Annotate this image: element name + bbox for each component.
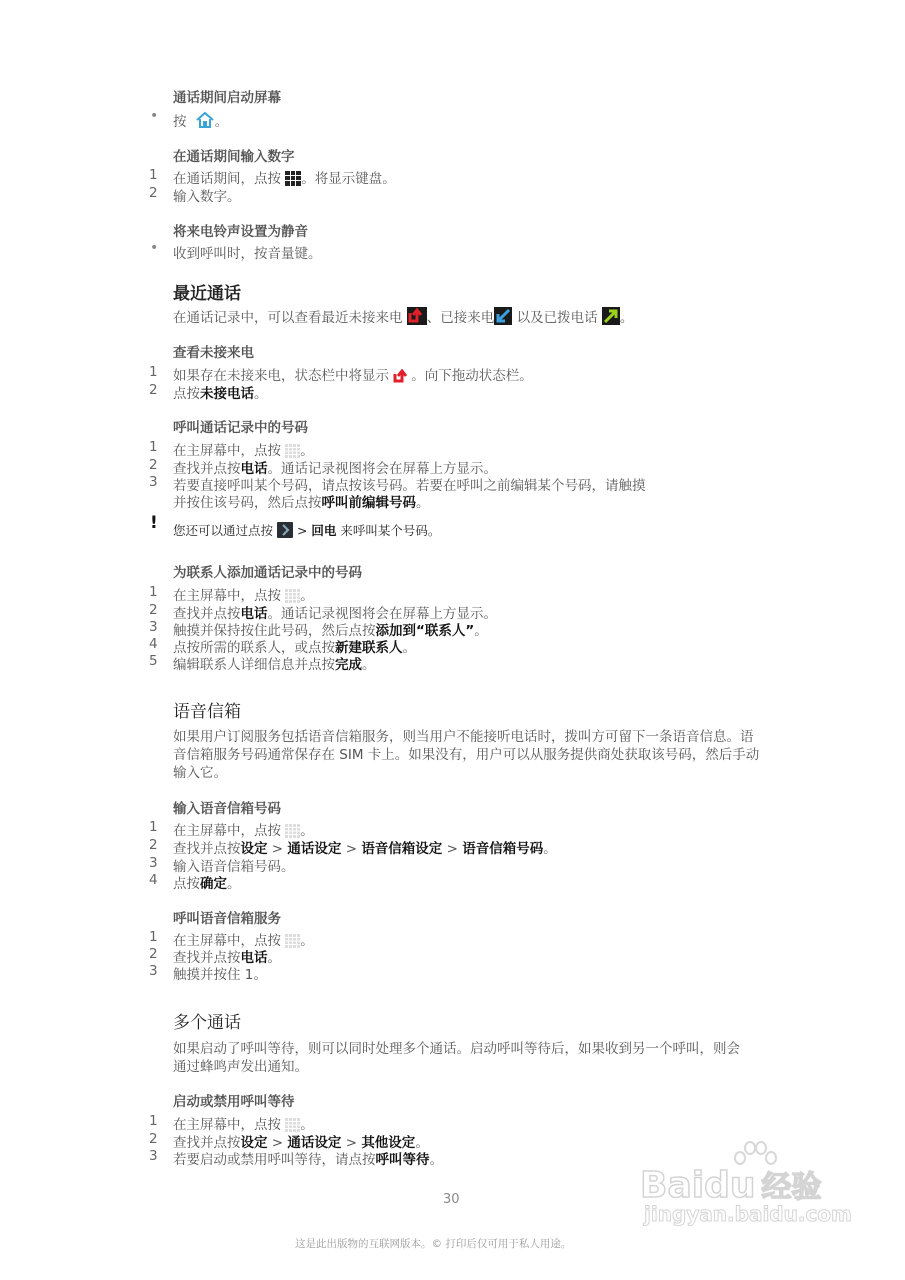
chevron-right-icon bbox=[277, 522, 293, 541]
ui-term: 通话设定 bbox=[287, 841, 342, 857]
step-text: 。 bbox=[300, 1117, 314, 1133]
step-number: 3 bbox=[149, 619, 158, 635]
list-item bbox=[173, 382, 268, 402]
list-item bbox=[173, 837, 557, 857]
list-item bbox=[173, 872, 241, 892]
intro-text: 。 bbox=[619, 310, 634, 326]
step-number: 1 bbox=[149, 1113, 158, 1129]
separator: > bbox=[341, 841, 362, 857]
ui-term: 呼叫等待 bbox=[375, 1152, 430, 1168]
step-text: 触摸并保持按住此号码，然后点按 bbox=[173, 623, 376, 639]
step-text: 。 bbox=[429, 1152, 443, 1168]
step-text: 。 bbox=[300, 933, 314, 949]
step-text: 点按 bbox=[173, 386, 200, 402]
heading-add-to-contacts: 为联系人添加通话记录中的号码 bbox=[173, 565, 362, 581]
ui-term: 添加到“联系人” bbox=[375, 623, 475, 639]
note-part: 来呼叫某个号码。 bbox=[336, 523, 441, 538]
missed-call-icon bbox=[407, 307, 427, 329]
app-grid-icon bbox=[285, 934, 300, 952]
step-text: 在主屏幕中，点按 bbox=[173, 823, 281, 839]
step-text: 并按住该号码，然后点按 bbox=[173, 495, 322, 511]
dialed-call-icon bbox=[602, 307, 620, 329]
step-text: 查找并点按 bbox=[173, 950, 241, 966]
step-text: 。 bbox=[300, 823, 314, 839]
step-number: 3 bbox=[149, 855, 158, 871]
heading-call-voicemail: 呼叫语音信箱服务 bbox=[173, 911, 281, 927]
step-number: 1 bbox=[149, 819, 158, 835]
step-text: 在主屏幕中，点按 bbox=[173, 588, 281, 604]
keypad-icon bbox=[285, 171, 301, 190]
step-text: 在主屏幕中，点按 bbox=[173, 1117, 281, 1133]
ui-term: 其他设定 bbox=[361, 1135, 416, 1151]
ui-term: 未接电话 bbox=[200, 386, 254, 402]
step-text: 点按 bbox=[173, 876, 200, 892]
step-number: 1 bbox=[149, 364, 158, 380]
bullet: • bbox=[150, 108, 159, 124]
step-text: 。 bbox=[402, 640, 416, 656]
separator: > bbox=[341, 1135, 362, 1151]
heading-view-missed: 查看未接来电 bbox=[173, 345, 254, 361]
heading-home-during-call: 通话期间启动屏幕 bbox=[173, 90, 281, 106]
step-number: 4 bbox=[149, 636, 158, 652]
step-text: 。向下拖动状态栏。 bbox=[411, 368, 533, 384]
step-number: 1 bbox=[149, 167, 158, 183]
list-item: 输入语音信箱号码。 bbox=[173, 859, 295, 875]
received-call-icon bbox=[494, 307, 512, 329]
step-number: 5 bbox=[149, 653, 158, 669]
step-number: 2 bbox=[149, 457, 158, 473]
intro-text: 在通话记录中，可以查看最近未接来电 bbox=[173, 310, 403, 326]
step-text: 。将显示键盘。 bbox=[301, 171, 396, 187]
heading-enter-voicemail: 输入语音信箱号码 bbox=[173, 801, 281, 817]
step-text: 编辑联系人详细信息并点按 bbox=[173, 657, 335, 673]
separator: > bbox=[267, 841, 288, 857]
ui-term: 回电 bbox=[311, 523, 337, 538]
heading-silence-ringtone: 将来电铃声设置为静音 bbox=[173, 224, 308, 240]
step-number: 4 bbox=[149, 872, 158, 888]
baidu-jingyan-watermark bbox=[640, 1140, 860, 1226]
step-text: 。 bbox=[300, 588, 314, 604]
heading-multiple-calls: 多个通话 bbox=[173, 1013, 241, 1033]
ui-term: 通话设定 bbox=[287, 1135, 342, 1151]
step-text: 点按所需的联系人，或点按 bbox=[173, 640, 335, 656]
step-text: 。 bbox=[362, 657, 376, 673]
voicemail-paragraph: 如果用户订阅服务包括语音信箱服务，则当用户不能接听电话时，拨叫方可留下一条语音信息。语音信箱服务号码通常保存在 SIM 卡上。如果没有，用户可以从服务提供商处获取该号码，然后手动输入它。 bbox=[173, 729, 760, 781]
note-part: 您还可以通过点按 bbox=[173, 523, 274, 538]
step-number: 3 bbox=[149, 1148, 158, 1164]
watermark-brand: Baidu bbox=[640, 1165, 756, 1206]
list-item bbox=[173, 110, 228, 133]
step-text: 。 bbox=[474, 623, 488, 639]
intro-text: 以及已拨电话 bbox=[512, 310, 598, 326]
step-text: 查找并点按 bbox=[173, 1135, 241, 1151]
watermark-cn: 经验 bbox=[761, 1170, 822, 1205]
ui-term: 电话 bbox=[240, 606, 268, 622]
step-text: 。 bbox=[254, 386, 268, 402]
heading-input-digits: 在通话期间输入数字 bbox=[173, 149, 295, 165]
step-number: 1 bbox=[149, 439, 158, 455]
step-text: 。 bbox=[300, 443, 314, 459]
ui-term: 语音信箱设定 bbox=[361, 841, 443, 857]
step-text: 。 bbox=[227, 876, 241, 892]
heading-voicemail: 语音信箱 bbox=[173, 702, 241, 722]
step-text: 如果存在未接来电，状态栏中将显示 bbox=[173, 368, 389, 384]
step-number: 1 bbox=[149, 929, 158, 945]
note-text bbox=[173, 521, 440, 541]
heading-recent-calls: 最近通话 bbox=[173, 284, 241, 304]
step-text: 查找并点按 bbox=[173, 841, 241, 857]
ui-term: 电话 bbox=[240, 950, 268, 966]
multiple-calls-paragraph: 如果启动了呼叫等待，则可以同时处理多个通话。启动呼叫等待后，如果收到另一个呼叫，则会通过蜂鸣声发出通知。 bbox=[173, 1041, 740, 1075]
step-number: 2 bbox=[149, 382, 158, 398]
ui-term: 语音信箱号码 bbox=[462, 841, 544, 857]
step-number: 1 bbox=[149, 584, 158, 600]
step-text: 。通话记录视图将会在屏幕上方显示。 bbox=[267, 606, 497, 622]
ui-term: 设定 bbox=[240, 1135, 268, 1151]
ui-term: 确定 bbox=[200, 876, 227, 892]
ui-term: 呼叫前编辑号码 bbox=[321, 495, 416, 511]
step-text: 在主屏幕中，点按 bbox=[173, 933, 281, 949]
ui-term: 完成 bbox=[335, 657, 362, 673]
step-text: 在主屏幕中，点按 bbox=[173, 443, 281, 459]
step-number: 2 bbox=[149, 602, 158, 618]
bullet: • bbox=[150, 240, 159, 256]
watermark-url: jingyan.baidu.com bbox=[644, 1202, 852, 1226]
list-item: 收到呼叫时，按音量键。 bbox=[173, 246, 322, 262]
ui-term: 新建联系人 bbox=[335, 640, 403, 656]
step-text: 。 bbox=[214, 114, 229, 130]
heading-call-waiting: 启动或禁用呼叫等待 bbox=[173, 1094, 295, 1110]
ui-term: 电话 bbox=[240, 461, 268, 477]
step-text: 若要启动或禁用呼叫等待，请点按 bbox=[173, 1152, 376, 1168]
step-text: 。 bbox=[543, 841, 557, 857]
step-number: 2 bbox=[149, 946, 158, 962]
recent-calls-intro bbox=[173, 306, 633, 329]
page-number: 30 bbox=[443, 1192, 460, 1207]
missed-call-status-icon bbox=[393, 369, 411, 387]
list-item bbox=[173, 1148, 443, 1168]
list-item: 输入数字。 bbox=[173, 189, 241, 205]
step-text: 查找并点按 bbox=[173, 461, 241, 477]
step-number: 2 bbox=[149, 185, 158, 201]
step-number: 2 bbox=[149, 1131, 158, 1147]
step-number: 2 bbox=[149, 837, 158, 853]
step-text: 。 bbox=[415, 1135, 429, 1151]
step-text: 。通话记录视图将会在屏幕上方显示。 bbox=[267, 461, 497, 477]
list-item: 若要直接呼叫某个号码，请点按该号码。若要在呼叫之前编辑某个号码，请触摸 bbox=[173, 478, 646, 494]
list-item-continuation bbox=[173, 491, 430, 511]
note-part: > bbox=[293, 523, 312, 538]
separator: > bbox=[442, 841, 463, 857]
ui-term: 设定 bbox=[240, 841, 268, 857]
separator: > bbox=[267, 1135, 288, 1151]
list-item bbox=[173, 653, 376, 673]
step-text: 在通话期间，点按 bbox=[173, 171, 281, 187]
intro-text: 、已接来电 bbox=[426, 310, 495, 326]
step-text: 查找并点按 bbox=[173, 606, 241, 622]
list-item: 触摸并按住 1。 bbox=[173, 967, 267, 983]
step-text: 按 bbox=[173, 114, 187, 130]
heading-call-from-log: 呼叫通话记录中的号码 bbox=[173, 420, 308, 436]
footer-copyright: 这是此出版物的互联网版本。© 打印后仅可用于私人用途。 bbox=[295, 1238, 572, 1250]
step-number: 3 bbox=[149, 963, 158, 979]
step-number: 3 bbox=[149, 474, 158, 490]
step-text: 。 bbox=[416, 495, 430, 511]
note-exclamation-icon: ! bbox=[150, 513, 158, 533]
step-text: 。 bbox=[267, 950, 281, 966]
home-icon bbox=[195, 111, 215, 133]
